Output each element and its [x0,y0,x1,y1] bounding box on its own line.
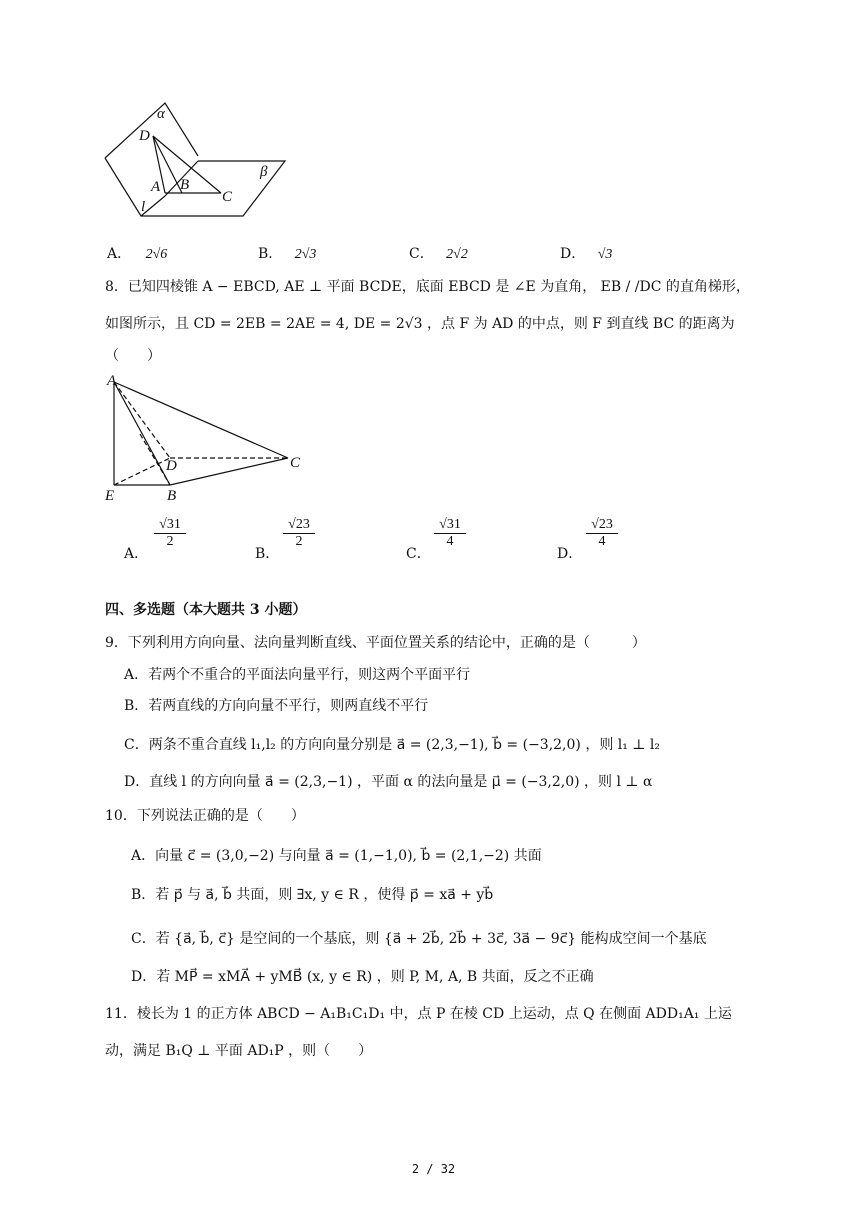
q8-stem-line1: 8．已知四棱锥 A − EBCD, AE ⊥ 平面 BCDE，底面 EBCD 是 ∠E 为直角， EB / /DC 的直角梯形， [105,279,750,295]
option-letter: C． [409,246,434,262]
fig8-label-C: C [290,455,301,471]
fig8-label-B: B [167,488,177,504]
option-value: 2√3 [294,247,317,262]
fig7-label-A: A [151,179,161,195]
page-number: 2 / 32 [411,1162,456,1176]
q7-option-d [560,243,612,263]
option-letter: B． [258,246,283,262]
q10-option-d: D．若 MP⃗ = xMA⃗ + yMB⃗ (x, y ∈ R) ，则 P, M, A, B 共面，反之不正确 [131,969,594,985]
q10-option-a: A．向量 c⃗ = (3,0,−2) 与向量 a⃗ = (1,−1,0), b⃗ = (2,1,−2) 共面 [131,848,542,864]
q9-stem: 9．下列利用方向向量、法向量判断直线、平面位置关系的结论中，正确的是（ ） [105,635,646,651]
q8-stem-line3: （ ） [105,348,161,364]
fraction-denominator: 2 [295,534,303,549]
q8-option-d-fraction [586,517,618,550]
figure-q7-planes [95,98,295,222]
q9-option-a: A．若两个不重合的平面法向量平行，则这两个平面平行 [124,667,471,683]
q11-stem-line1: 11．棱长为 1 的正方体 ABCD − A₁B₁C₁D₁ 中，点 P 在棱 CD 上运动，点 Q 在侧面 ADD₁A₁ 上运 [105,1006,732,1022]
q7-option-b [258,243,316,263]
fig7-label-C: C [222,189,233,205]
fig8-label-A: A [107,373,117,389]
fraction-numerator: √23 [283,517,315,534]
section-heading: 四、多选题（本大题共 3 小题） [105,602,307,618]
fraction-denominator: 2 [166,534,174,549]
q8-option-a-letter: A． [124,546,149,562]
q8-option-a-fraction [154,517,186,550]
q8-option-c-fraction [434,517,466,550]
q10-option-c: C．若 {a⃗, b⃗, c⃗} 是空间的一个基底，则 {a⃗ + 2b⃗, 2b⃗ + 3c⃗, 3a⃗ − 9c⃗} 能构成空间一个基底 [131,931,707,947]
q9-option-d: D．直线 l 的方向向量 a⃗ = (2,3,−1) ，平面 α 的法向量是 μ⃗ = (−3,2,0) ，则 l ⊥ α [124,774,653,790]
fig7-label-B: B [180,177,190,193]
q8-option-c-letter: C． [406,546,431,562]
fraction-denominator: 4 [446,534,454,549]
fraction-denominator: 4 [598,534,606,549]
fig8-label-E: E [105,488,115,504]
fraction-numerator: √23 [586,517,618,534]
q7-option-c [409,243,468,263]
q10-stem: 10．下列说法正确的是（ ） [105,808,305,824]
fraction-numerator: √31 [154,517,186,534]
option-value: 2√2 [446,247,468,262]
figure-q8-pyramid [100,370,315,505]
option-letter: D． [560,246,586,262]
q9-option-b: B．若两直线的方向向量不平行，则两直线不平行 [124,698,429,714]
option-letter: A． [107,246,132,262]
q11-stem-line2: 动，满足 B₁Q ⊥ 平面 AD₁P ，则（ ） [105,1043,373,1059]
fig8-label-D: D [166,458,177,474]
fig7-label-beta: β [260,164,268,180]
q8-option-b-fraction [283,517,315,550]
q8-option-b-letter: B． [255,546,280,562]
fig7-label-alpha: α [157,106,165,122]
fig7-label-l: l [141,199,146,215]
option-value: √3 [597,247,613,262]
q10-option-b: B．若 p⃗ 与 a⃗, b⃗ 共面，则 ∃x, y ∈ R ，使得 p⃗ = xa⃗ + yb⃗ [131,887,494,903]
q8-option-d-letter: D． [557,546,583,562]
fig7-label-D: D [139,128,150,144]
option-value: 2√6 [145,247,168,262]
q9-option-c: C．两条不重合直线 l₁,l₂ 的方向向量分别是 a⃗ = (2,3,−1), b⃗ = (−3,2,0) ，则 l₁ ⊥ l₂ [124,737,661,753]
fraction-numerator: √31 [434,517,466,534]
q8-stem-line2: 如图所示，且 CD = 2EB = 2AE = 4, DE = 2√3 ，点 F 为 AD 的中点，则 F 到直线 BC 的距离为 [105,316,735,332]
q7-option-a [107,243,167,263]
